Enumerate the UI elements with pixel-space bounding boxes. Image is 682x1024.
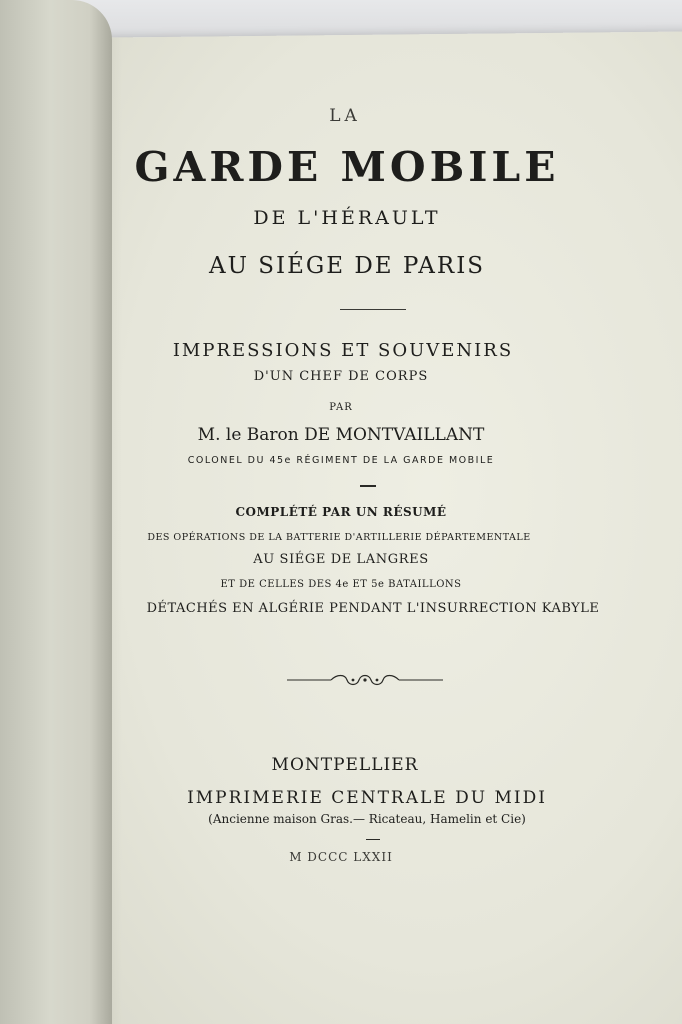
subtitle-herault: DE L'HÉRAULT	[253, 207, 441, 229]
supplement-battalions: ET DE CELLES DES 4e ET 5e BATAILLONS	[220, 579, 462, 590]
imprint-city: MONTPELLIER	[271, 755, 419, 775]
subtitle-siege-de-paris: AU SIÉGE DE PARIS	[208, 253, 486, 279]
title-article: LA	[329, 106, 361, 126]
supplement-operations: DES OPÉRATIONS DE LA BATTERIE D'ARTILLERIE DÉPARTEMENTALE	[147, 532, 531, 543]
supplement-heading: COMPLÉTÉ PAR UN RÉSUMÉ	[235, 505, 447, 519]
by-label: PAR	[329, 402, 353, 413]
imprint-printer: IMPRIMERIE CENTRALE DU MIDI	[187, 788, 547, 808]
ornament-flourish	[285, 672, 445, 688]
imprint-divider	[366, 839, 380, 840]
author-name: M. le Baron DE MONTVAILLANT	[197, 425, 485, 445]
author-rank: COLONEL DU 45e RÉGIMENT DE LA GARDE MOBILE	[187, 455, 495, 466]
main-title: GARDE MOBILE	[134, 143, 560, 191]
short-divider	[360, 485, 376, 487]
supplement-langres: AU SIÉGE DE LANGRES	[253, 552, 429, 567]
imprint-former-house: (Ancienne maison Gras.— Ricateau, Hamelin et Cie)	[208, 812, 526, 826]
subtitle-chef-de-corps: D'UN CHEF DE CORPS	[253, 369, 429, 384]
divider-rule	[340, 309, 406, 310]
imprint-year: M DCCC LXXII	[289, 850, 393, 864]
subtitle-impressions: IMPRESSIONS ET SOUVENIRS	[172, 340, 514, 361]
supplement-algeria: DÉTACHÉS EN ALGÉRIE PENDANT L'INSURRECTION KABYLE	[146, 601, 600, 616]
